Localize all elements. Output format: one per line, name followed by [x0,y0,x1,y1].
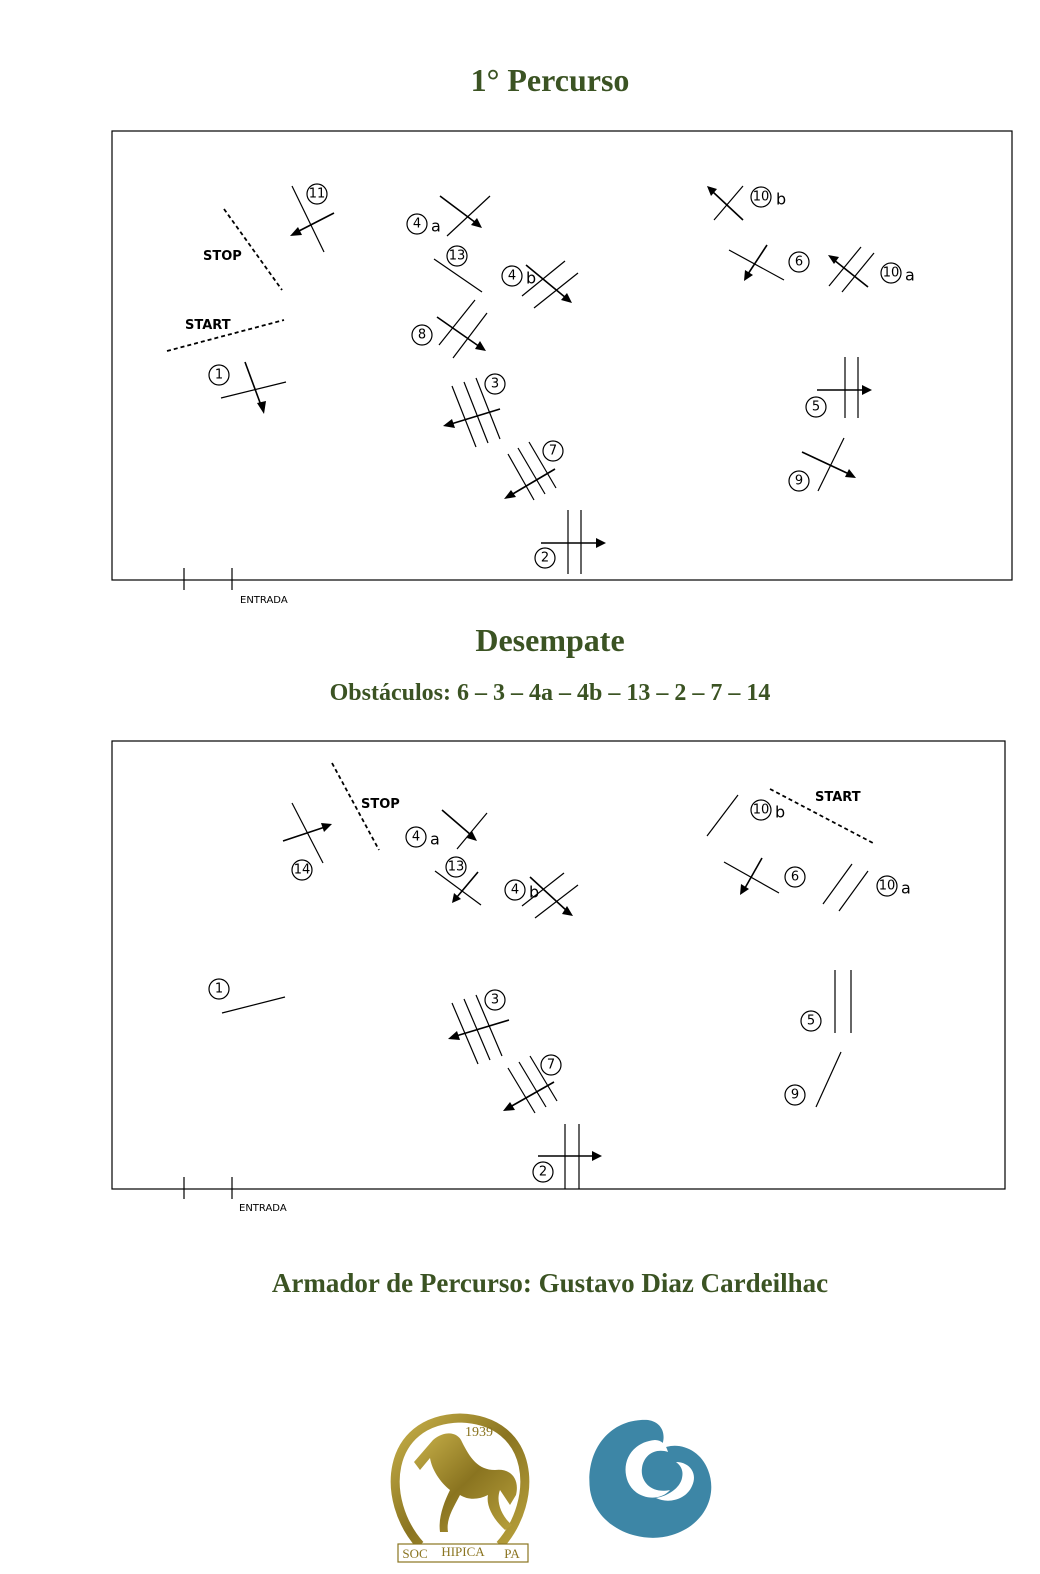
obstacle-7 [504,441,563,500]
obstacle-number: 2 [538,1164,548,1180]
obstacle-4b [505,873,578,918]
obstacle-number: 4 [412,216,422,232]
obstacle-number: 8 [417,327,427,343]
obstacle-number: 7 [548,443,558,459]
obstacle-13 [435,857,481,905]
obstacle-10a [823,864,911,911]
obstacle-5 [801,970,851,1033]
obstacle-3 [443,374,505,447]
obstacle-number: 1 [214,981,224,997]
obstacle-number: 6 [790,869,800,885]
obstacle-1 [209,362,286,414]
obstacle-5 [806,357,872,418]
entrance-label: ENTRADA [240,595,288,606]
arena-border [112,131,1012,580]
course-title: 1° Percurso [470,62,630,98]
obstacle-4b [502,261,578,308]
obstacle-suffix: a [901,878,911,898]
obstacle-4a [406,810,487,849]
obstacle-number: 11 [308,186,326,202]
arena-border [112,741,1005,1189]
obstacle-number: 4 [411,829,421,845]
obstacle-11 [290,184,334,252]
obstacle-suffix: b [776,189,787,209]
obstacle-2 [535,510,606,574]
obstacle-10b [707,795,785,836]
obstacle-suffix: a [430,829,440,849]
obstacle-6 [729,245,809,281]
obstacle-number: 5 [806,1013,816,1029]
start-label: START [815,790,861,805]
obstacle-number: 5 [811,399,821,415]
obstacle-8 [412,300,487,358]
obstacle-3 [448,990,509,1064]
obstacle-suffix: a [431,216,441,236]
obstacle-number: 3 [490,992,500,1008]
obstacle-10a [828,247,915,292]
obstacle-suffix: b [775,802,786,822]
obstacle-9 [789,438,856,491]
obstacle-suffix: b [526,268,537,288]
obstacle-number: 13 [448,248,466,264]
entrance-label: ENTRADA [239,1203,287,1214]
stop-label: STOP [361,797,400,812]
obstacle-number: 13 [447,859,465,875]
obstacle-7 [503,1055,561,1113]
course1-map [112,131,1012,606]
obstacle-2 [533,1124,602,1189]
obstacle-13 [434,246,482,292]
jumpoff-obstacles: Obstáculos: 6 – 3 – 4a – 4b – 13 – 2 – 7 – 14 [329,680,771,706]
partner-logo [589,1420,711,1538]
obstacle-number: 2 [540,550,550,566]
obstacle-number: 9 [794,473,804,489]
obstacle-number: 6 [794,254,804,270]
obstacle-14 [283,803,332,880]
obstacle-9 [785,1052,841,1107]
obstacle-10b [707,186,786,220]
obstacle-4a [407,196,490,236]
obstacle-suffix: a [905,265,915,285]
obstacle-6 [724,858,805,895]
stop-label: STOP [203,249,242,264]
obstacle-number: 10 [878,878,896,894]
logo-soc: SOC [402,1546,428,1561]
obstacle-number: 10 [752,189,770,205]
jumpoff-title: Desempate [475,622,625,658]
obstacle-number: 9 [790,1087,800,1103]
obstacle-number: 3 [490,376,500,392]
start-label: START [185,318,231,333]
obstacle-number: 10 [752,802,770,818]
logo-hipica: HIPICA [441,1544,485,1559]
obstacle-number: 4 [507,268,517,284]
obstacle-number: 7 [546,1057,556,1073]
club-logo [395,1418,528,1562]
obstacle-number: 1 [214,367,224,383]
obstacle-suffix: b [529,882,540,902]
logo-pa: PA [504,1546,520,1561]
obstacle-number: 10 [882,265,900,281]
obstacle-number: 4 [510,882,520,898]
logo-year: 1939 [465,1425,493,1440]
jumpoff-map [112,741,1005,1214]
course-designer: Armador de Percurso: Gustavo Diaz Cardeilhac [271,1268,829,1298]
obstacle-number: 14 [293,862,311,878]
obstacle-1 [209,979,285,1013]
